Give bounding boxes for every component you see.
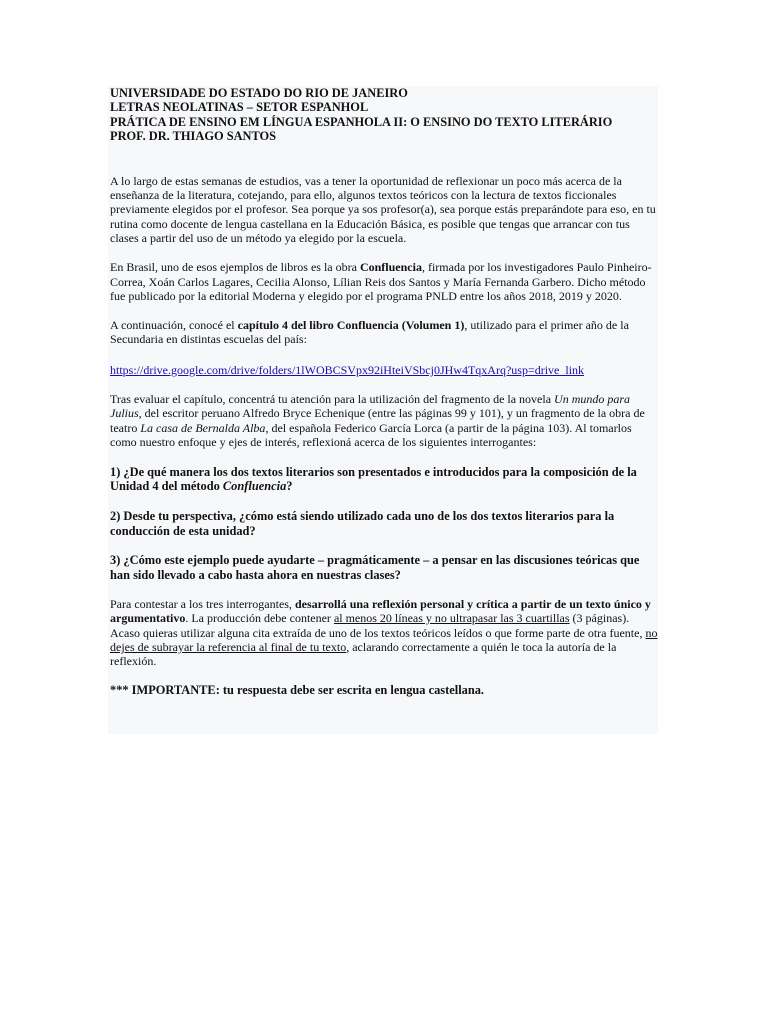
tras-text-2: del escritor peruano Alfredo Bryce Echenique (entre las páginas 99 y 101), y un fragmento de la obra de teatro xyxy=(110,406,645,435)
question-1-end: ? xyxy=(286,479,293,494)
chapter-reference: capítulo 4 del libro Confluencia (Volumen 1) xyxy=(237,318,465,333)
tras-text-1: Tras evaluar el capítulo, concentrá tu atención para la utilización del fragmento de la novela xyxy=(110,391,555,406)
instructions-text-4: , aclarando correctamente a quién le toca la autoría de la reflexión. xyxy=(110,639,617,669)
length-requirement: al menos 20 líneas y no ultrapasar las 3 cuartillas xyxy=(333,611,570,626)
book-title: Confluencia xyxy=(359,260,422,275)
question-2: 2) Desde tu perspectiva, ¿cómo está siendo utilizado cada uno de los dos textos literarios para la conducción de esta unidad? xyxy=(110,509,615,538)
question-1-method: Confluencia xyxy=(222,479,287,494)
brasil-paragraph xyxy=(110,260,659,303)
instructions-text-1: Para contestar a los tres interrogantes, xyxy=(110,596,295,611)
question-3: 3) ¿Cómo este ejemplo puede ayudarte – pragmáticamente – a pensar en las discusiones teóricas que han sido llevado a cabo hasta ahora en nuestras clases? xyxy=(110,553,640,582)
instructions-text-2: . La producción debe contener xyxy=(185,611,334,626)
question-1-text: 1) ¿De qué manera los dos textos literarios son presentados e introducidos para la composición de la Unidad 4 del método xyxy=(110,464,637,494)
tras-text-3: , del española Federico García Lorca (a partir de la página 103). Al tomarlos como nuestro enfoque y ejes de interés, reflexioná acerca de los siguientes interrogantes: xyxy=(110,420,632,450)
instructions-text-3: (3 páginas). Acaso quieras utilizar alguna cita extraída de uno de los textos teóricos leídos o que forme parte de otra fuente, xyxy=(110,611,646,640)
professor-name: PROF. DR. THIAGO SANTOS xyxy=(110,129,277,144)
department-name: LETRAS NEOLATINAS – SETOR ESPANHOL xyxy=(110,100,369,115)
novel-title: Un mundo para Julius, xyxy=(110,391,631,421)
important-note: *** IMPORTANTE: tu respuesta debe ser escrita en lengua castellana. xyxy=(110,682,485,697)
reference-requirement: no dejes de subrayar la referencia al final de tu texto xyxy=(110,625,658,654)
university-name: UNIVERSIDADE DO ESTADO DO RIO DE JANEIRO xyxy=(110,86,408,100)
drive-link[interactable]: https://drive.google.com/drive/folders/1lWOBCSVpx92iHteiVSbcj0JHw4TqxArq?usp=drive_link xyxy=(110,362,585,377)
instructions-paragraph xyxy=(110,597,659,669)
brasil-text-before: En Brasil, uno de esos ejemplos de libros es la obra xyxy=(110,260,360,275)
instructions-bold: desarrollá una reflexión personal y crítica a partir de un texto único y argumentativo xyxy=(110,596,651,626)
tras-paragraph xyxy=(110,392,659,450)
intro-paragraph: A lo largo de estas semanas de estudios, vas a tener la oportunidad de reflexionar un poco más acerca de la enseñanza de la literatura, cotejando, para ello, algunos textos teóricos con la lectura de textos ficcionales previamente elegidos por el profesor. Sea porque ya sos profesor(a), sea porque estás preparándote para eso, en tu rutina como docente de lengua castellana en la Educación Básica, es posible que tengas que arrancar con tus clases a partir del uso de un método ya elegido por la escuela. xyxy=(110,173,656,246)
document-header xyxy=(110,86,659,144)
continuacion-text-before: A continuación, conocé el xyxy=(110,318,238,333)
brasil-text-after: , firmada por los investigadores Paulo Pinheiro-Correa, Xoán Carlos Lagares, Cecilia Alonso, Lílian Reis dos Santos y María Fernanda Garbero. Dicho método fue publicado por la editorial Moderna y elegido por el programa PNLD entre los años 2018, 2019 y 2020. xyxy=(110,260,652,304)
continuacion-text-after: , utilizado para el primer año de la Secundaria en distintas escuelas del país: xyxy=(110,318,629,347)
course-title: PRÁTICA DE ENSINO EM LÍNGUA ESPANHOLA II: O ENSINO DO TEXTO LITERÁRIO xyxy=(110,114,613,129)
play-title: La casa de Bernalda Alba xyxy=(140,420,266,435)
continuacion-paragraph xyxy=(110,318,659,347)
question-1 xyxy=(110,465,659,494)
document-content xyxy=(110,86,659,697)
